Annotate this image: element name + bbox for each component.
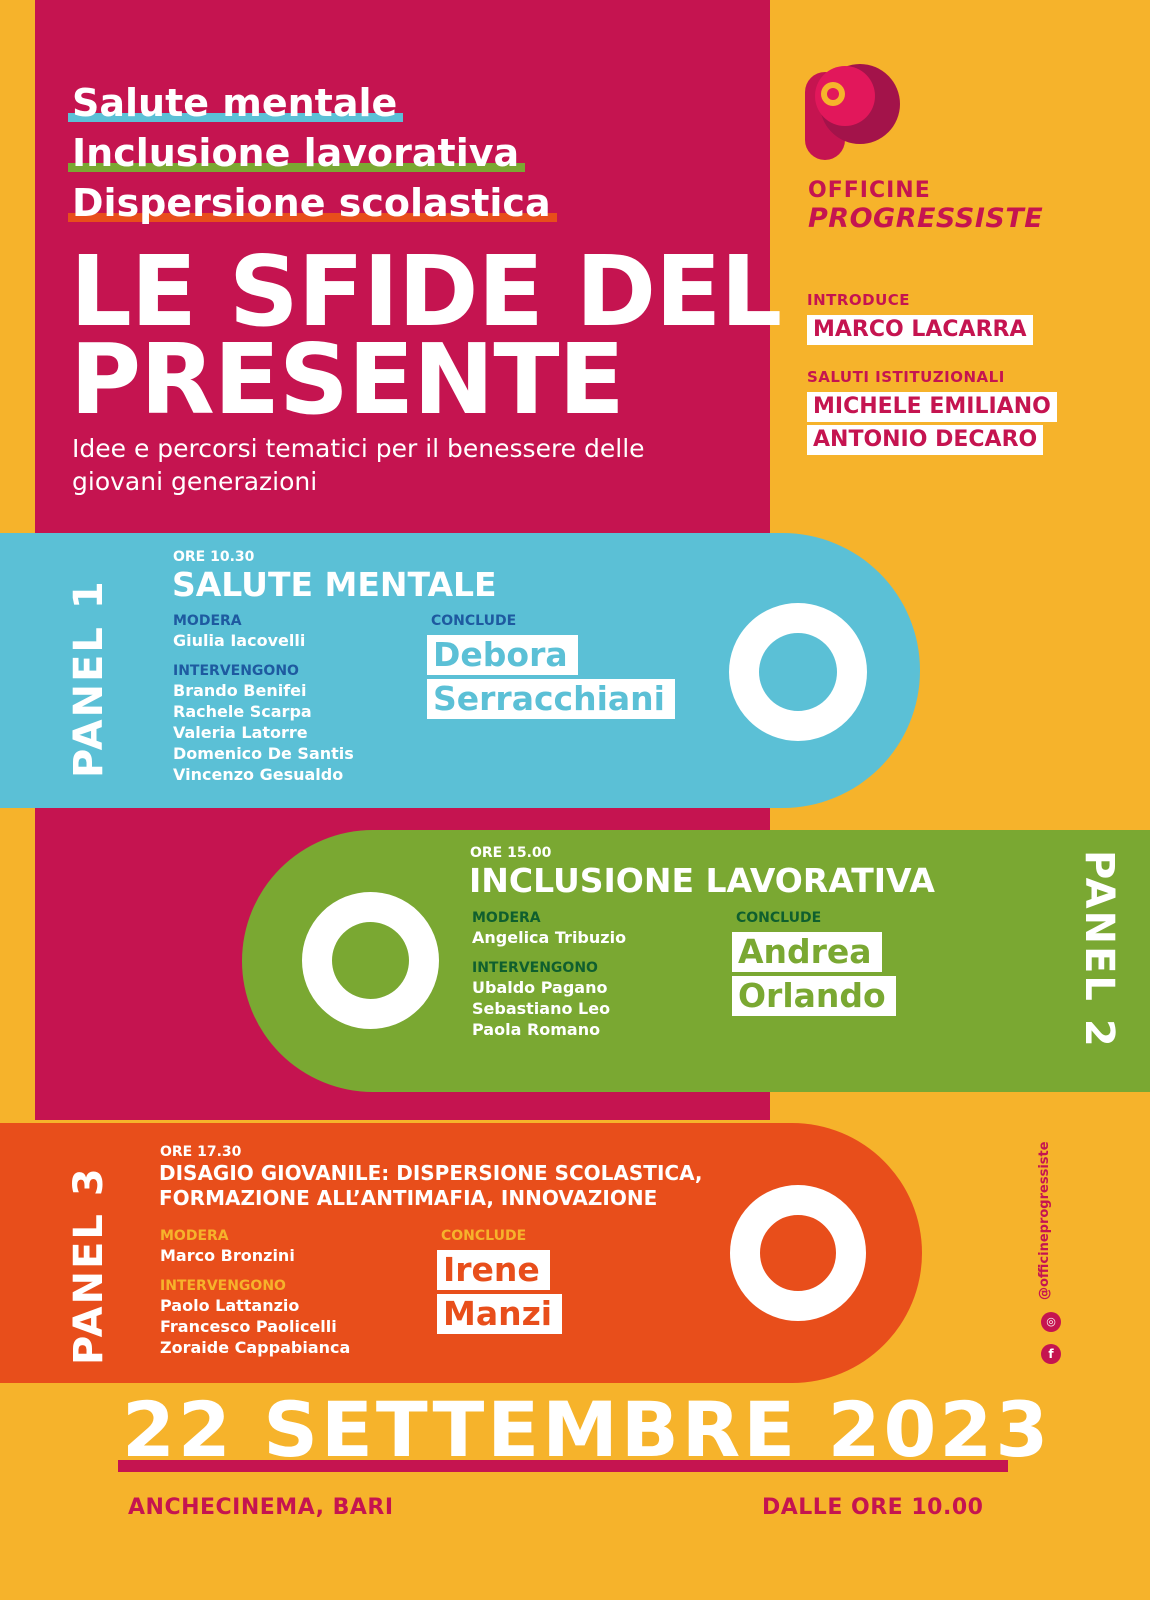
speaker-name: Francesco Paolicelli	[160, 1317, 337, 1336]
speakers-box	[807, 291, 1127, 458]
panel-3	[0, 1123, 922, 1383]
topic-row	[68, 178, 557, 228]
speaker-name: Ubaldo Pagano	[472, 978, 608, 997]
speaker-name: Rachele Scarpa	[173, 702, 312, 721]
panel-1-label: PANEL 1	[66, 579, 112, 778]
panel-3-speakers	[160, 1295, 350, 1358]
panel-1-speakers	[173, 680, 354, 785]
saluti-wrap	[807, 392, 1127, 458]
panel-2-modera-name: Angelica Tribuzio	[472, 928, 627, 947]
panel-2-modera-label: MODERA	[472, 910, 541, 926]
panel-2-conclude-label: CONCLUDE	[736, 910, 822, 926]
topic-row	[68, 128, 557, 178]
introduce-wrap	[807, 315, 1127, 348]
event-start-time: DALLE ORE 10.00	[762, 1495, 984, 1520]
saluti-name: MICHELE EMILIANO	[807, 392, 1057, 422]
topic-text: Salute mentale	[72, 81, 398, 125]
panel-3-modera-name: Marco Bronzini	[160, 1246, 295, 1265]
speaker-name: Paolo Lattanzio	[160, 1296, 300, 1315]
main-title-line1: LE SFIDE DEL	[70, 235, 782, 348]
conclude-name: Debora	[427, 635, 578, 675]
conclude-name: Orlando	[732, 976, 896, 1016]
panel-1-conclude	[427, 635, 675, 723]
speaker-name: Valeria Latorre	[173, 723, 308, 742]
topic-dispersione-scolastica	[68, 178, 557, 228]
panel-1-title: SALUTE MENTALE	[172, 565, 497, 604]
event-venue: ANCHECINEMA, BARI	[128, 1495, 394, 1520]
topic-row	[68, 78, 557, 128]
panel-2-time: ORE 15.00	[470, 845, 552, 861]
saluti-label: SALUTI ISTITUZIONALI	[807, 368, 1005, 386]
officine-progressiste-logo-icon	[805, 64, 910, 164]
panel-3-modera-label: MODERA	[160, 1228, 229, 1244]
panel-3-title	[159, 1161, 703, 1211]
panel-3-intervengono-label: INTERVENGONO	[160, 1278, 286, 1294]
conclude-name: Manzi	[437, 1294, 562, 1334]
panel-3-time: ORE 17.30	[160, 1144, 242, 1160]
topic-list	[68, 78, 557, 228]
social-handle[interactable]: @officineprogressiste	[1037, 1141, 1052, 1300]
speaker-name: Vincenzo Gesualdo	[173, 765, 344, 784]
topic-text: Inclusione lavorativa	[72, 131, 520, 175]
instagram-icon[interactable]: ◎	[1041, 1312, 1061, 1332]
panel-2-label: PANEL 2	[1076, 850, 1122, 1049]
conclude-name: Serracchiani	[427, 679, 675, 719]
facebook-icon[interactable]: f	[1041, 1344, 1061, 1364]
panel-2-ring-icon	[302, 892, 439, 1029]
panel-2-conclude	[732, 932, 896, 1020]
speaker-name: Brando Benifei	[173, 681, 307, 700]
main-title	[70, 235, 782, 436]
panel-3-label: PANEL 3	[66, 1166, 112, 1365]
introduce-label: INTRODUCE	[807, 291, 911, 309]
speaker-name: Paola Romano	[472, 1020, 601, 1039]
topic-inclusione-lavorativa	[68, 128, 525, 178]
panel-2	[242, 830, 1150, 1092]
panel-3-ring-icon	[730, 1185, 866, 1321]
introduce-name: MARCO LACARRA	[807, 315, 1033, 345]
speaker-name: Sebastiano Leo	[472, 999, 611, 1018]
main-title-line2: PRESENTE	[70, 323, 624, 436]
panel-3-title-line: DISAGIO GIOVANILE: DISPERSIONE SCOLASTICA,	[159, 1161, 703, 1185]
panel-1	[0, 533, 920, 808]
conclude-name: Irene	[437, 1250, 550, 1290]
saluti-name: ANTONIO DECARO	[807, 425, 1043, 455]
conclude-name: Andrea	[732, 932, 882, 972]
panel-3-title-line: FORMAZIONE ALL’ANTIMAFIA, INNOVAZIONE	[159, 1186, 658, 1210]
panel-2-speakers	[472, 977, 610, 1040]
topic-salute-mentale	[68, 78, 403, 128]
panel-2-intervengono-label: INTERVENGONO	[472, 960, 598, 976]
panel-1-modera-name: Giulia Iacovelli	[173, 631, 306, 650]
panel-1-conclude-label: CONCLUDE	[431, 613, 517, 629]
speaker-name: Domenico De Santis	[173, 744, 354, 763]
panel-1-intervengono-label: INTERVENGONO	[173, 663, 299, 679]
speaker-name: Zoraide Cappabianca	[160, 1338, 351, 1357]
subtitle: Idee e percorsi tematici per il benessere delle giovani generazioni	[72, 434, 645, 496]
panel-3-conclude-label: CONCLUDE	[441, 1228, 527, 1244]
panel-3-conclude	[437, 1250, 562, 1338]
panel-1-modera-label: MODERA	[173, 613, 242, 629]
topic-text: Dispersione scolastica	[72, 181, 551, 225]
logo-text-line2: PROGRESSISTE	[808, 203, 1044, 234]
logo-text-line1: OFFICINE	[808, 178, 931, 203]
panel-1-time: ORE 10.30	[173, 549, 255, 565]
panel-1-ring-icon	[729, 603, 867, 741]
social-links	[1037, 1120, 1070, 1361]
panel-2-title: INCLUSIONE LAVORATIVA	[469, 861, 935, 900]
event-date: 22 SETTEMBRE 2023	[122, 1385, 1052, 1474]
